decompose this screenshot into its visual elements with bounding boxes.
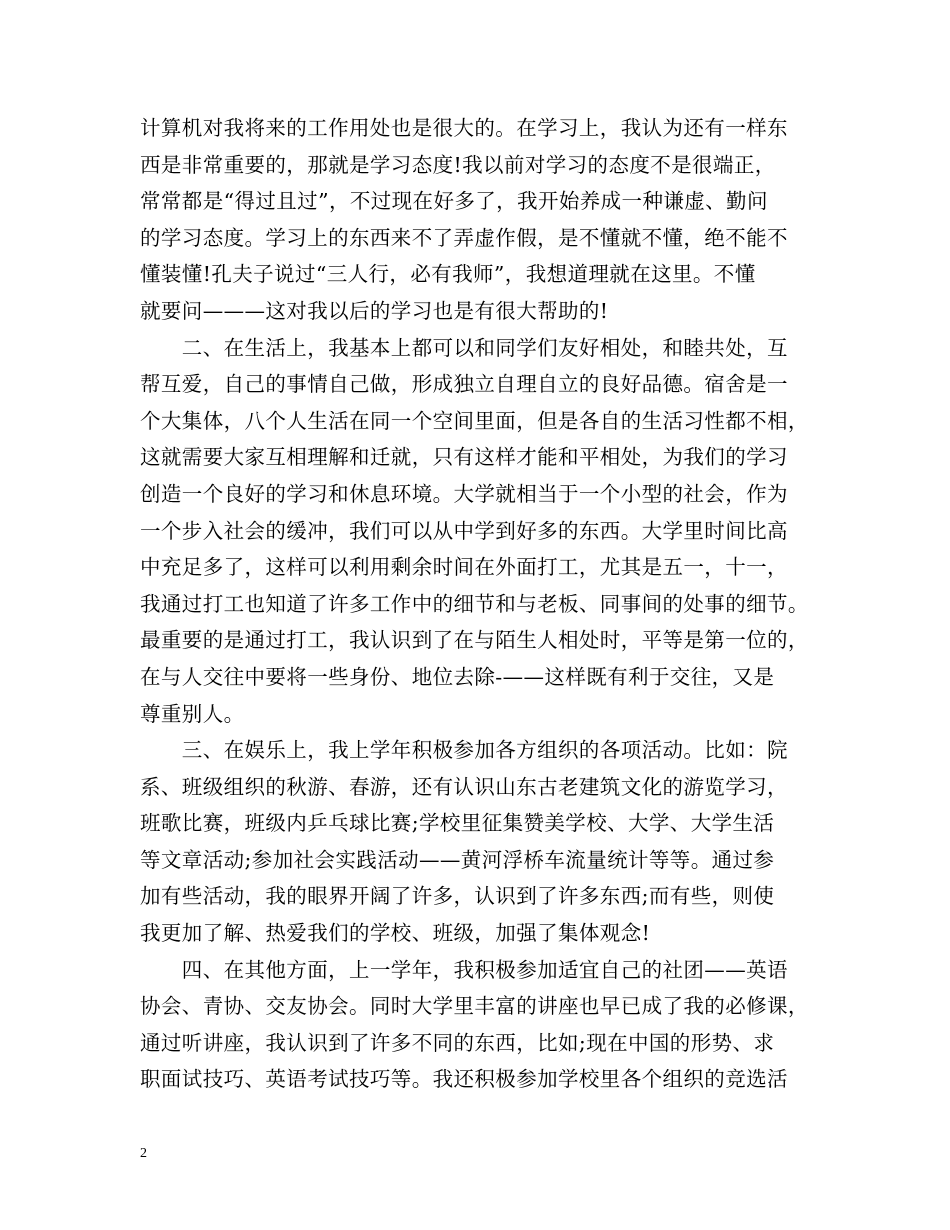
text-line: 系、班级组织的秋游、春游，还有认识山东古老建筑文化的游览学习， bbox=[140, 774, 788, 799]
text-line: 计算机对我将来的工作用处也是很大的。在学习上，我认为还有一样东 bbox=[140, 116, 788, 140]
text-line: 等文章活动;参加社会实践活动——黄河浮桥车流量统计等等。通过参 bbox=[140, 847, 775, 872]
text-line: 个大集体，八个人生活在同一个空间里面，但是各自的生活习性都不相， bbox=[140, 408, 809, 433]
text-line: 一个步入社会的缓冲，我们可以从中学到好多的东西。大学里时间比高 bbox=[140, 518, 788, 543]
text-line: 帮互爱，自己的事情自己做，形成独立自理自立的良好品德。宿舍是一 bbox=[140, 372, 788, 397]
text-line: 我通过打工也知道了许多工作中的细节和与老板、同事间的处事的细节。 bbox=[140, 591, 809, 616]
text-line: 通过听讲座，我认识到了许多不同的东西，比如;现在中国的形势、求 bbox=[140, 1030, 775, 1055]
text-line: 最重要的是通过打工，我认识到了在与陌生人相处时，平等是第一位的， bbox=[140, 628, 809, 653]
text-line: 二、在生活上，我基本上都可以和同学们友好相处，和睦共处，互 bbox=[140, 335, 788, 360]
body-text bbox=[140, 110, 820, 1098]
text-line: 懂装懂!孔夫子说过“三人行，必有我师”，我想道理就在这里。不懂 bbox=[140, 262, 756, 287]
text-line: 在与人交往中要将一些身份、地位去除-——这样既有利于交往，又是 bbox=[140, 664, 775, 689]
text-line: 班歌比赛，班级内乒乓球比赛;学校里征集赞美学校、大学、大学生活 bbox=[140, 811, 775, 836]
text-line: 我更加了解、热爱我们的学校、班级，加强了集体观念! bbox=[140, 921, 651, 946]
text-line: 这就需要大家互相理解和迁就，只有这样才能和平相处，为我们的学习 bbox=[140, 445, 788, 470]
text-line: 就要问———这对我以后的学习也是有很大帮助的! bbox=[140, 298, 609, 323]
text-line: 创造一个良好的学习和休息环境。大学就相当于一个小型的社会，作为 bbox=[140, 481, 788, 506]
page-number: 2 bbox=[140, 1146, 147, 1161]
text-line: 三、在娱乐上，我上学年积极参加各方组织的各项活动。比如：院 bbox=[140, 738, 788, 763]
text-line: 中充足多了，这样可以利用剩余时间在外面打工，尤其是五一，十一， bbox=[140, 555, 788, 580]
text-line: 职面试技巧、英语考试技巧等。我还积极参加学校里各个组织的竞选活 bbox=[140, 1067, 788, 1092]
text-line: 尊重别人。 bbox=[140, 701, 245, 726]
text-line: 加有些活动，我的眼界开阔了许多，认识到了许多东西;而有些，则使 bbox=[140, 884, 775, 909]
text-line: 常常都是“得过且过”，不过现在好多了，我开始养成一种谦虚、勤问 bbox=[140, 189, 768, 214]
text-line: 协会、青协、交友协会。同时大学里丰富的讲座也早已成了我的必修课， bbox=[140, 994, 809, 1019]
text-line: 的学习态度。学习上的东西来不了弄虚作假，是不懂就不懂，绝不能不 bbox=[140, 225, 788, 250]
text-line: 西是非常重要的，那就是学习态度!我以前对学习的态度不是很端正， bbox=[140, 152, 776, 177]
text-line: 四、在其他方面，上一学年，我积极参加适宜自己的社团——英语 bbox=[140, 957, 788, 982]
